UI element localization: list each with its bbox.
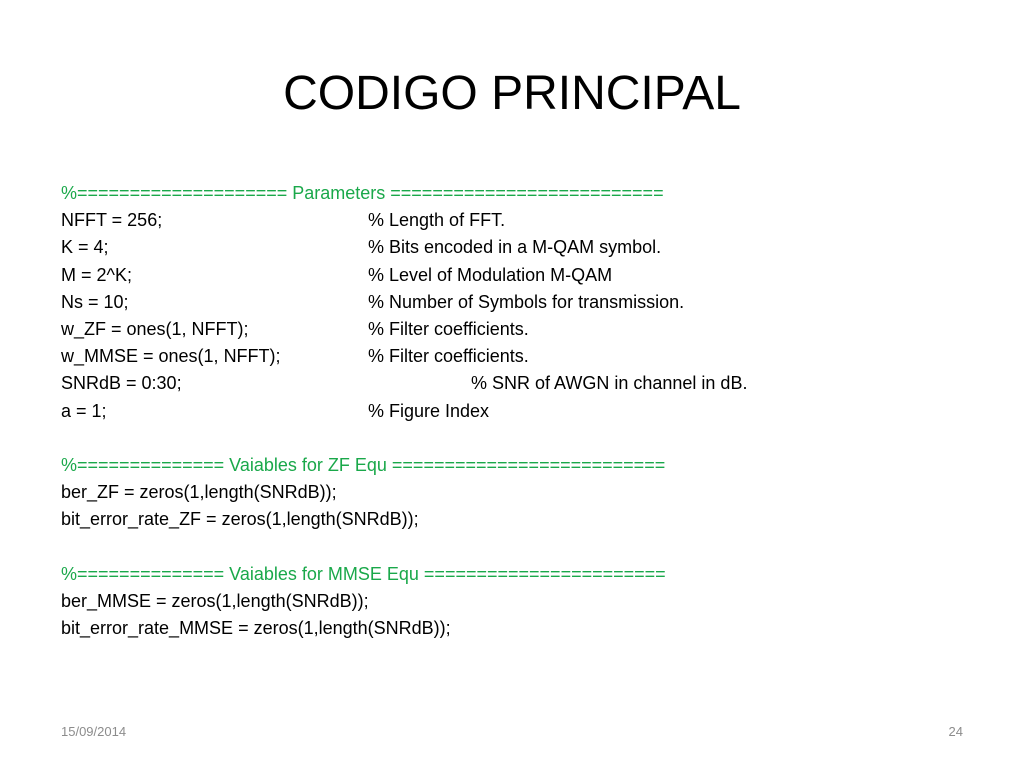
code-comment: % Figure Index	[368, 400, 490, 421]
code-line-m	[61, 262, 961, 289]
code-line-ber-mmse: ber_MMSE = zeros(1,length(SNRdB));	[61, 590, 369, 611]
code-line-k	[61, 234, 961, 261]
code-statement: w_ZF = ones(1, NFFT);	[61, 318, 249, 339]
code-comment: % Number of Symbols for transmission.	[368, 291, 685, 312]
zf-section-header: %============== Vaiables for ZF Equ ==========================	[61, 454, 666, 475]
code-statement: M = 2^K;	[61, 264, 132, 285]
slide-title: CODIGO PRINCIPAL	[283, 67, 741, 120]
code-comment: % Filter coefficients.	[368, 346, 529, 367]
code-comment: % SNR of AWGN in channel in dB.	[471, 373, 748, 394]
code-line-w-mmse	[61, 343, 961, 370]
code-comment: % Length of FFT.	[368, 210, 506, 231]
blank-line	[61, 425, 961, 452]
code-line-ns	[61, 289, 961, 316]
code-statement: Ns = 10;	[61, 291, 129, 312]
parameters-section-header: %==================== Parameters ==========================	[61, 183, 664, 203]
code-line-ber-zf: ber_ZF = zeros(1,length(SNRdB));	[61, 482, 337, 503]
code-line-bit-error-rate-zf: bit_error_rate_ZF = zeros(1,length(SNRdB));	[61, 509, 419, 530]
code-line-bit-error-rate-mmse: bit_error_rate_MMSE = zeros(1,length(SNRdB));	[61, 618, 451, 638]
code-line-a	[61, 398, 961, 425]
code-statement: K = 4;	[61, 237, 109, 258]
footer-page-number: 24	[948, 724, 963, 739]
code-comment: % Level of Modulation M-QAM	[368, 264, 613, 285]
code-statement: a = 1;	[61, 400, 107, 421]
code-line-snrdb	[61, 370, 961, 397]
code-line-nfft	[61, 207, 961, 234]
code-line-w-zf	[61, 316, 961, 343]
blank-line	[61, 533, 961, 560]
code-statement: w_MMSE = ones(1, NFFT);	[61, 346, 281, 367]
code-statement: NFFT = 256;	[61, 210, 163, 231]
code-comment: % Bits encoded in a M-QAM symbol.	[368, 237, 662, 258]
code-block	[61, 180, 961, 642]
mmse-section-header: %============== Vaiables for MMSE Equ =======================	[61, 563, 666, 584]
code-comment: % Filter coefficients.	[368, 318, 529, 339]
code-statement: SNRdB = 0:30;	[61, 373, 182, 394]
footer-date: 15/09/2014	[61, 724, 127, 739]
